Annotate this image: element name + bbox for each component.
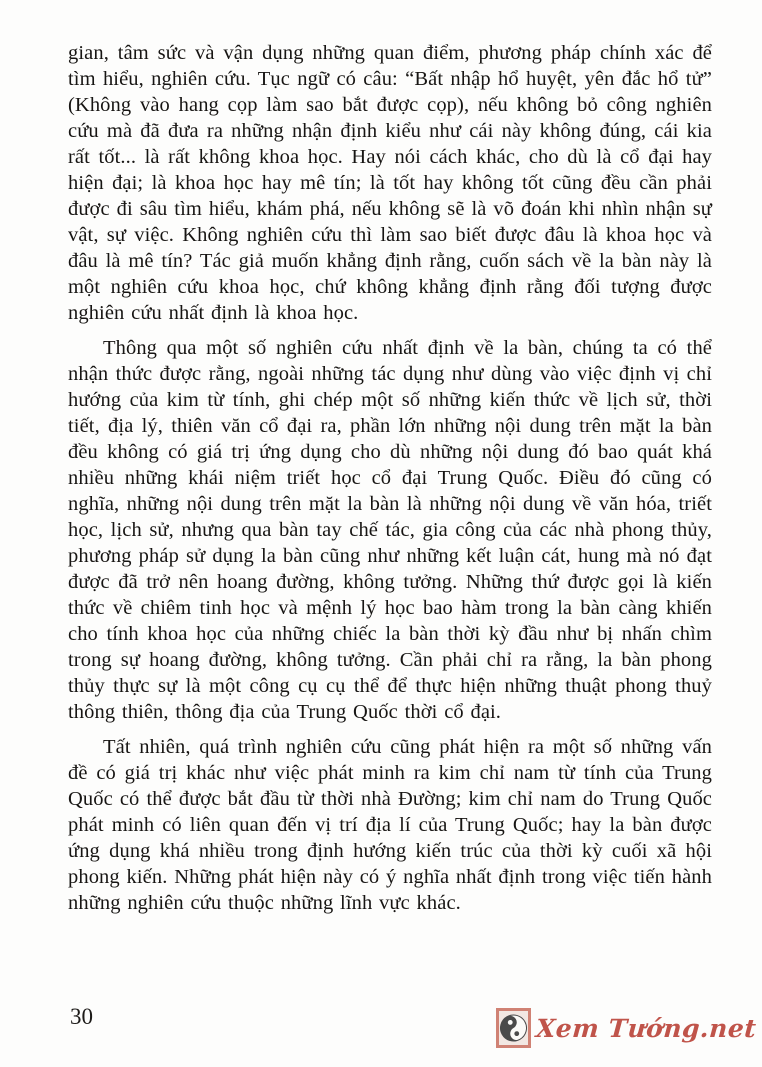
page-text — [68, 40, 712, 925]
watermark — [496, 1008, 756, 1048]
paragraph-1: gian, tâm sức và vận dụng những quan điểm, phương pháp chính xác để tìm hiểu, nghiên cứu. Tục ngữ có câu: “Bất nhập hổ huyệt, yên đắc hổ tử” (Không vào hang cọp làm sao bắt được cọp), nếu không bỏ công nghiên cứu mà đã đưa ra những nhận định kiểu như cái này không đúng, cái kia rất tốt... là rất không khoa học. Hay nói cách khác, cho dù là cổ đại hay hiện đại; là khoa học hay mê tín; là tốt hay không tốt cũng đều cần phải được đi sâu tìm hiểu, khám phá, nếu không sẽ là võ đoán khi nhìn nhận sự vật, sự việc. Không nghiên cứu thì làm sao biết được đâu là khoa học và đâu là mê tín? Tác giả muốn khẳng định rằng, cuốn sách về la bàn này là một nghiên cứu khoa học, chứ không khẳng định rằng đối tượng được nghiên cứu nhất định là khoa học. — [68, 42, 712, 324]
watermark-text: Xem Tướng.net — [534, 1013, 758, 1043]
paragraph-2: Thông qua một số nghiên cứu nhất định về la bàn, chúng ta có thể nhận thức được rằng, ngoài những tác dụng như dùng vào việc định vị chỉ hướng của kim từ tính, ghi chép một số những kiến thức về lịch sử, thời tiết, địa lý, thiên văn cổ đại ra, phần lớn những nội dung trên mặt la bàn đều không có giá trị ứng dụng cho dù những nội dung đó bao quát khá nhiều những khái niệm triết học cổ đại Trung Quốc. Điều đó cũng có nghĩa, những nội dung trên mặt la bàn là những nội dung về văn hóa, triết học, lịch sử, nhưng qua bàn tay chế tác, gia công của các nhà phong thủy, phương pháp sử dụng la bàn cũng như những kết luận cát, hung mà nó đạt được đã trở nên hoang đường, không tưởng. Những thứ được gọi là kiến thức về chiêm tinh học và mệnh lý học bao hàm trong la bàn càng khiến cho tính khoa học của những chiếc la bàn thời kỳ đầu như bị nhấn chìm trong sự hoang đường, không tưởng. Cần phải chỉ ra rằng, la bàn phong thủy thực sự là một công cụ cụ thể để thực hiện những thuật phong thuỷ thông thiên, thông địa của Trung Quốc thời cổ đại. — [68, 337, 712, 723]
paragraph-3: Tất nhiên, quá trình nghiên cứu cũng phát hiện ra một số những vấn đề có giá trị khác như việc phát minh ra kim chỉ nam từ tính của Trung Quốc có thể được bắt đầu từ thời nhà Đường; kim chỉ nam do Trung Quốc phát minh có liên quan đến vị trí địa lí của Trung Quốc; hay la bàn được ứng dụng khá nhiều trong định hướng kiến trúc của thời kỳ cuối xã hội phong kiến. Những phát hiện này có ý nghĩa nhất định trong việc tiến hành những nghiên cứu thuộc những lĩnh vực khác. — [68, 736, 712, 914]
page-number: 30 — [70, 1004, 93, 1029]
yin-yang-icon — [496, 1008, 531, 1048]
page-footer — [0, 998, 762, 1060]
